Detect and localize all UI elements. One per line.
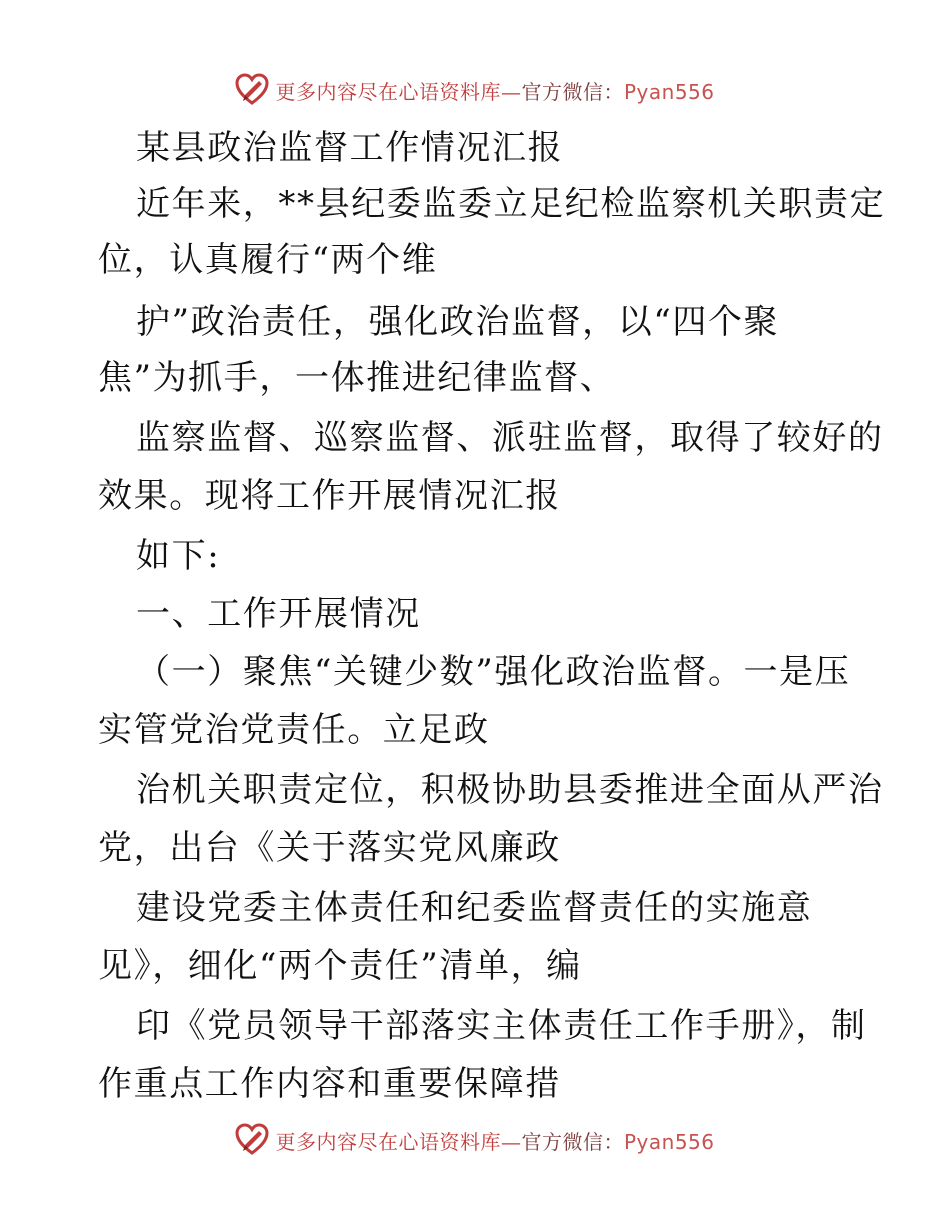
document-title: 某县政治监督工作情况汇报 bbox=[136, 128, 564, 168]
document-line-15: 印《党员领导干部落实主体责任工作手册》，制 bbox=[136, 1006, 867, 1046]
document-line-4: 焦”为抓手，一体推进纪律监督、 bbox=[98, 358, 616, 398]
document-section-heading: 一、工作开展情况 bbox=[136, 594, 421, 634]
header-watermark-text bbox=[275, 76, 714, 105]
heart-pen-logo-icon bbox=[235, 1123, 269, 1157]
heart-pen-logo-icon bbox=[235, 73, 269, 107]
footer-site-text: 更多内容尽在心语资料库 bbox=[275, 1129, 501, 1154]
document-line-1: 近年来，**县纪委监委立足纪检监察机关职责定 bbox=[136, 184, 886, 224]
document-line-3: 护”政治责任，强化政治监督，以“四个聚 bbox=[136, 302, 780, 342]
header-official-label: 官方微信： bbox=[521, 79, 624, 104]
footer-official-label: 官方微信： bbox=[521, 1129, 624, 1154]
document-line-14: 见》，细化“两个责任”清单，编 bbox=[98, 946, 582, 986]
document-line-10: 实管党治党责任。立足政 bbox=[98, 710, 490, 750]
document-line-12: 党，出台《关于落实党风廉政 bbox=[98, 828, 561, 868]
footer-watermark-banner bbox=[0, 1120, 950, 1160]
header-watermark-banner bbox=[0, 70, 950, 110]
document-line-5: 监察监督、巡察监督、派驻监督，取得了较好的 bbox=[136, 418, 884, 458]
document-line-11: 治机关职责定位，积极协助县委推进全面从严治 bbox=[136, 770, 884, 810]
document-line-7: 如下: bbox=[136, 536, 221, 576]
footer-watermark-text bbox=[275, 1126, 714, 1155]
header-dash: — bbox=[500, 79, 522, 104]
header-wechat-id: Pyan556 bbox=[623, 79, 715, 104]
footer-dash: — bbox=[500, 1129, 522, 1154]
document-line-6: 效果。现将工作开展情况汇报 bbox=[98, 476, 561, 516]
document-line-2: 位，认真履行“两个维 bbox=[98, 240, 438, 280]
header-site-text: 更多内容尽在心语资料库 bbox=[275, 79, 501, 104]
document-line-9: （一）聚焦“关键少数”强化政治监督。一是压 bbox=[136, 652, 851, 692]
footer-wechat-id: Pyan556 bbox=[623, 1129, 715, 1154]
document-line-13: 建设党委主体责任和纪委监督责任的实施意 bbox=[136, 888, 813, 928]
document-line-16: 作重点工作内容和重要保障措 bbox=[98, 1064, 561, 1104]
